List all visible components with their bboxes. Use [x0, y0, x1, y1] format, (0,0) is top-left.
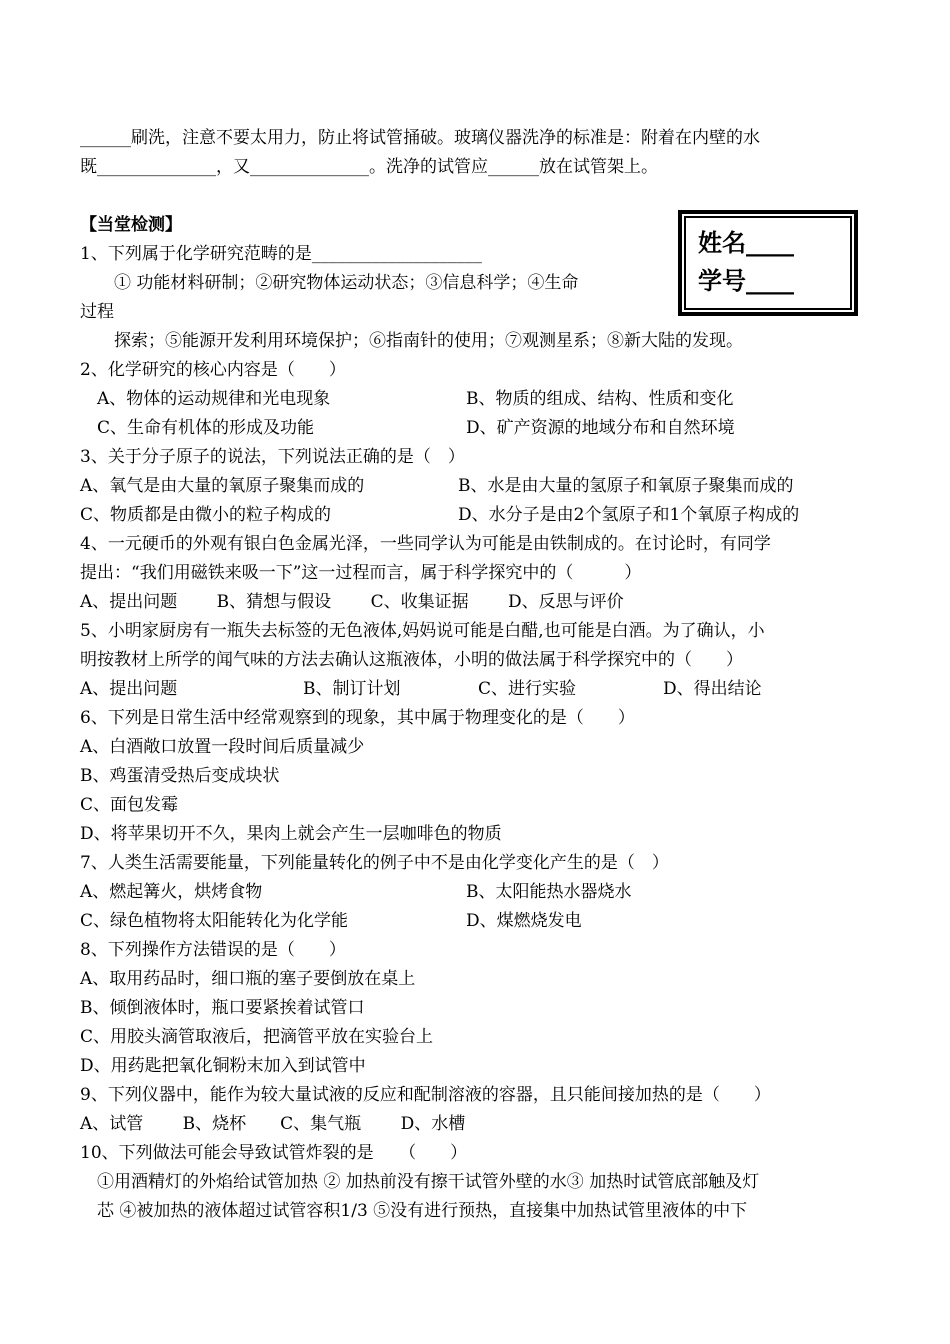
- q2-option-d: D、矿产资源的地域分布和自然环境: [466, 418, 735, 438]
- q8-stem: 8、下列操作方法错误的是（ ）: [80, 940, 346, 960]
- q7-option-b: B、太阳能热水器烧水: [466, 882, 632, 902]
- q2-option-c: C、生命有机体的形成及功能: [80, 418, 315, 438]
- q6-option-a: A、白酒敞口放置一段时间后质量减少: [80, 737, 365, 757]
- q5-option-b: B、制订计划: [303, 679, 401, 699]
- q10-stem: 10、下列做法可能会导致试管炸裂的是 （ ）: [80, 1143, 468, 1163]
- q6-stem: 6、下列是日常生活中经常观察到的现象，其中属于物理变化的是（ ）: [80, 708, 635, 728]
- q1-options-cont2: 探索；⑤能源开发利用环境保护；⑥指南针的使用；⑦观测星系；⑧新大陆的发现。: [80, 331, 743, 351]
- intro-line-1: ______刷洗，注意不要太用力，防止将试管捅破。玻璃仪器洗净的标准是：附着在内壁的水: [80, 128, 760, 148]
- q8-option-d: D、用药匙把氧化铜粉末加入到试管中: [80, 1056, 366, 1076]
- q1-options-cont: 过程: [80, 302, 114, 322]
- q5-option-d: D、得出结论: [663, 679, 762, 699]
- q5-option-c: C、进行实验: [478, 679, 577, 699]
- section-title: 【当堂检测】: [80, 215, 182, 235]
- q7-option-c: C、绿色植物将太阳能转化为化学能: [80, 911, 349, 931]
- q9-options: A、试管 B、烧杯 C、集气瓶 D、水槽: [80, 1114, 466, 1134]
- q6-option-c: C、面包发霉: [80, 795, 179, 815]
- q1-options: ① 功能材料研制；②研究物体运动状态；③信息科学；④生命: [80, 273, 579, 293]
- q9-stem: 9、下列仪器中，能作为较大量试液的反应和配制溶液的容器，且只能间接加热的是（ ）: [80, 1085, 771, 1105]
- intro-line-2: 既______________，又______________。洗净的试管应______放在试管架上。: [80, 157, 658, 177]
- q4-stem-1: 4、一元硬币的外观有银白色金属光泽，一些同学认为可能是由铁制成的。在讨论时，有同学: [80, 534, 771, 554]
- q6-option-d: D、将苹果切开不久，果肉上就会产生一层咖啡色的物质: [80, 824, 502, 844]
- q7-option-a: A、燃起篝火，烘烤食物: [80, 882, 263, 902]
- q6-option-b: B、鸡蛋清受热后变成块状: [80, 766, 280, 786]
- q8-option-c: C、用胶头滴管取液后，把滴管平放在实验台上: [80, 1027, 434, 1047]
- name-id-box: [678, 210, 858, 316]
- q3-option-c: C、物质都是由微小的粒子构成的: [80, 505, 332, 525]
- q5-option-a: A、提出问题: [80, 679, 178, 699]
- q4-stem-2: 提出：“我们用磁铁来吸一下”这一过程而言，属于科学探究中的（ ）: [80, 563, 642, 583]
- q7-option-d: D、煤燃烧发电: [466, 911, 582, 931]
- q10-items-2: 芯 ④被加热的液体超过试管容积1/3 ⑤没有进行预热，直接集中加热试管里液体的中下: [80, 1201, 748, 1221]
- q7-stem: 7、人类生活需要能量，下列能量转化的例子中不是由化学变化产生的是（ ）: [80, 853, 669, 873]
- q5-stem-2: 明按教材上所学的闻气味的方法去确认这瓶液体，小明的做法属于科学探究中的（ ）: [80, 650, 743, 670]
- q10-items-1: ①用酒精灯的外焰给试管加热 ② 加热前没有擦干试管外壁的水③ 加热时试管底部触及灯: [80, 1172, 760, 1192]
- q8-option-b: B、倾倒液体时，瓶口要紧挨着试管口: [80, 998, 365, 1018]
- q3-stem: 3、关于分子原子的说法，下列说法正确的是（ ）: [80, 447, 465, 467]
- q2-option-b: B、物质的组成、结构、性质和变化: [466, 389, 734, 409]
- student-id-label: 学号____: [698, 266, 794, 295]
- q8-option-a: A、取用药品时，细口瓶的塞子要倒放在桌上: [80, 969, 416, 989]
- q5-stem-1: 5、小明家厨房有一瓶失去标签的无色液体,妈妈说可能是白醋,也可能是白酒。为了确认，小: [80, 621, 765, 641]
- q1-stem: 1、下列属于化学研究范畴的是____________________: [80, 244, 482, 264]
- name-label: 姓名____: [698, 228, 794, 257]
- q2-stem: 2、化学研究的核心内容是（ ）: [80, 360, 346, 380]
- q3-option-a: A、氧气是由大量的氧原子聚集而成的: [80, 476, 365, 496]
- q2-option-a: A、物体的运动规律和光电现象: [80, 389, 331, 409]
- q3-option-d: D、水分子是由2个氢原子和1个氧原子构成的: [458, 505, 800, 525]
- q3-option-b: B、水是由大量的氢原子和氧原子聚集而成的: [458, 476, 794, 496]
- q4-options: A、提出问题 B、猜想与假设 C、收集证据 D、反思与评价: [80, 592, 624, 612]
